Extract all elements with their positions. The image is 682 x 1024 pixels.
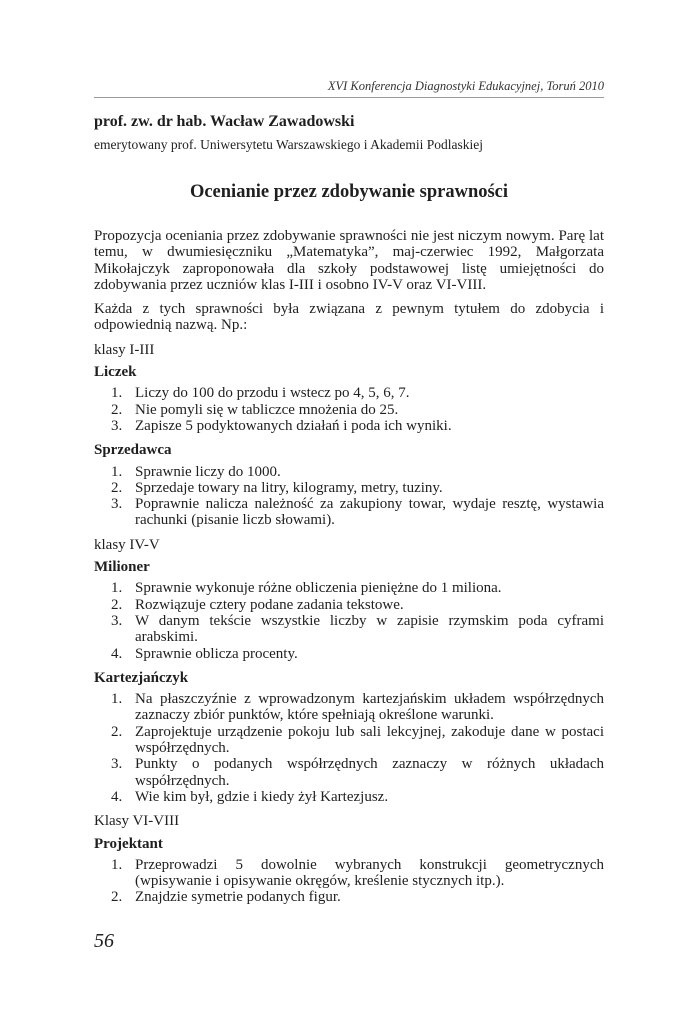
author-affiliation: emerytowany prof. Uniwersytetu Warszawskiego i Akademii Podlaskiej: [94, 137, 483, 152]
item-text: Wie kim był, gdzie i kiedy żył Kartezjusz.: [135, 788, 389, 805]
intro-paragraph: Propozycja oceniania przez zdobywanie sprawności nie jest niczym nowym. Parę lat temu, w dwumiesięczniku „Matematyka”, maj-czerwiec 1992, Małgorzata Mikołajczyk zaproponowała dla szkoły podstawowej listę umiejętności do zdobywania przez uczniów klas I-III i osobno IV-V oraz VI-VIII.: [94, 228, 604, 293]
item-text: Sprawnie wykonuje różne obliczenia pieniężne do 1 miliona.: [135, 580, 502, 597]
item-number: 2.: [111, 889, 123, 906]
item-number: 3.: [111, 756, 123, 773]
list-item: [94, 480, 604, 496]
item-number: 3.: [111, 496, 123, 513]
item-text: Poprawnie nalicza należność za zakupiony towar, wydaje resztę, wystawia rachunki (pisanie liczb słowami).: [135, 496, 604, 529]
item-text: Zaprojektuje urządzenie pokoju lub sali lekcyjnej, zakoduje dane w postaci współrzędnych.: [135, 723, 604, 757]
item-text: Rozwiązuje cztery podane zadania tekstowe.: [135, 596, 404, 613]
list-item: [94, 580, 604, 596]
item-text: Na płaszczyźnie z wprowadzonym kartezjańskim układem współrzędnych zaznaczy zbiór punktów, które spełniają określone warunki.: [135, 691, 604, 724]
item-number: 2.: [111, 596, 123, 613]
list-item: [94, 789, 604, 805]
class-label: Klasy VI-VIII: [94, 813, 180, 830]
section-title-kartezjanczyk: Kartezjańczyk: [94, 669, 189, 686]
item-text: Sprzedaje towary na litry, kilogramy, metry, tuziny.: [135, 479, 443, 496]
page-number: 56: [94, 930, 114, 952]
item-number: 1.: [111, 463, 123, 480]
item-number: 1.: [111, 580, 123, 597]
list-item: [94, 402, 604, 418]
section-title-milioner: Milioner: [94, 559, 150, 576]
item-text: W danym tekście wszystkie liczby w zapisie rzymskim poda cyframi arabskimi.: [135, 612, 604, 646]
item-number: 1.: [111, 856, 123, 873]
running-header: XVI Konferencja Diagnostyki Edukacyjnej, Toruń 2010: [327, 79, 604, 93]
item-text: Sprawnie oblicza procenty.: [135, 645, 298, 662]
item-text: Punkty o podanych współrzędnych zaznaczy w różnych układach współrzędnych.: [135, 756, 604, 789]
item-text: Znajdzie symetrie podanych figur.: [135, 889, 341, 906]
article-title: Ocenianie przez zdobywanie sprawności: [189, 182, 509, 202]
skill-list: [94, 385, 604, 434]
list-item: [94, 646, 604, 662]
item-text: Przeprowadzi 5 dowolnie wybranych konstrukcji geometrycznych (wpisywanie i opisywanie okręgów, kreślenie stycznych itp.).: [135, 856, 604, 890]
list-item: [94, 756, 604, 789]
list-item: [94, 597, 604, 613]
list-item: [94, 724, 604, 757]
list-item: [94, 691, 604, 724]
list-item: [94, 496, 604, 529]
list-item: [94, 418, 604, 434]
skill-list: [94, 580, 604, 661]
item-number: 3.: [111, 417, 123, 434]
item-text: Nie pomyli się w tabliczce mnożenia do 25.: [135, 401, 399, 418]
list-item: [94, 385, 604, 401]
list-item: [94, 889, 604, 905]
list-item: [94, 464, 604, 480]
item-number: 4.: [111, 788, 123, 805]
author-name: prof. zw. dr hab. Wacław Zawadowski: [94, 113, 355, 130]
section-title-projektant: Projektant: [94, 835, 163, 852]
class-label: klasy I-III: [94, 341, 155, 358]
item-number: 1.: [111, 385, 123, 402]
item-number: 3.: [111, 612, 123, 629]
item-text: Liczy do 100 do przodu i wstecz po 4, 5, 6, 7.: [135, 385, 410, 402]
intro-paragraph: Każda z tych sprawności była związana z pewnym tytułem do zdobycia i odpowiednią nazwą. Np.:: [94, 301, 604, 334]
section-title-sprzedawca: Sprzedawca: [94, 442, 172, 459]
item-number: 2.: [111, 723, 123, 740]
skill-list: [94, 464, 604, 529]
item-number: 1.: [111, 691, 123, 708]
item-text: Zapisze 5 podyktowanych działań i poda ich wyniki.: [135, 417, 452, 434]
list-item: [94, 857, 604, 890]
skill-list: [94, 691, 604, 805]
skill-list: [94, 857, 604, 906]
class-label: klasy IV-V: [94, 536, 160, 553]
list-item: [94, 613, 604, 646]
article-body: [94, 110, 604, 910]
item-text: Sprawnie liczy do 1000.: [135, 463, 281, 480]
item-number: 2.: [111, 401, 123, 418]
section-title-liczek: Liczek: [94, 364, 137, 381]
header-rule: [94, 97, 604, 98]
item-number: 4.: [111, 645, 123, 662]
item-number: 2.: [111, 479, 123, 496]
